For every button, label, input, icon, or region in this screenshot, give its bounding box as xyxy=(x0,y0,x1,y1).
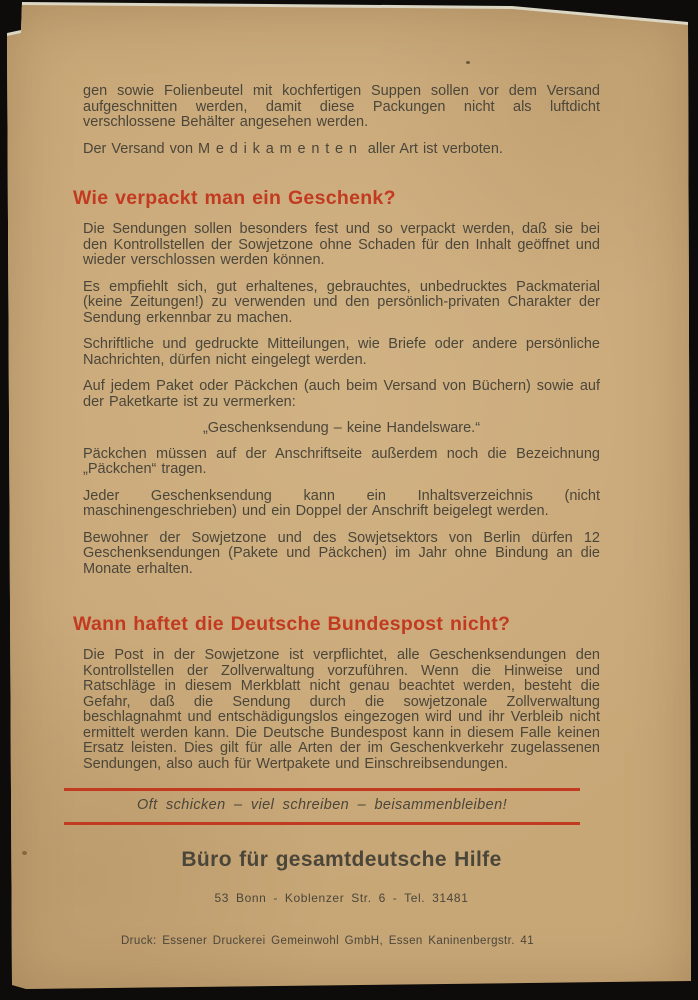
medikamente-pre: Der Versand von xyxy=(83,140,199,157)
intro-paragraph: gen sowie Folienbeutel mit kochfertigen Suppen sollen vor dem Versand aufgeschnitten werden, damit diese Packungen nicht als luftdicht verschlossene Behälter angesehen werden. xyxy=(83,83,600,130)
medikamente-spaced-word: Medikamenten xyxy=(198,140,363,157)
medikamente-paragraph xyxy=(83,142,600,158)
paragraph: Es empfiehlt sich, gut erhaltenes, gebrauchtes, unbedrucktes Packmaterial (keine Zeitungen!) zu verwenden und den persönlich-privaten Charakter der Sendung erkennbar zu machen. xyxy=(83,278,600,326)
paragraph: Päckchen müssen auf der Anschriftseite außerdem noch die Bezeichnung „Päckchen“ tragen. xyxy=(83,445,600,477)
organization-address: 53 Bonn - Koblenzer Str. 6 - Tel. 31481 xyxy=(214,890,469,905)
leaflet-content xyxy=(73,0,600,959)
section-heading-liability: Wann haftet die Deutsche Bundespost nicht? xyxy=(73,613,511,635)
section-heading-packing: Wie verpackt man ein Geschenk? xyxy=(73,187,396,209)
slogan-text: Oft schicken – viel schreiben – beisammenbleiben! xyxy=(136,797,508,813)
organization-name: Büro für gesamtdeutsche Hilfe xyxy=(181,847,502,871)
paper-speck xyxy=(22,851,27,855)
paragraph: Schriftliche und gedruckte Mitteilungen, wie Briefe oder andere persönliche Nachrichten, dürfen nicht eingelegt werden. xyxy=(83,336,600,368)
paragraph: Auf jedem Paket oder Päckchen (auch beim Versand von Büchern) sowie auf der Paketkarte ist zu vermerken: xyxy=(83,378,600,410)
paragraph: Bewohner der Sowjetzone und des Sowjetsektors von Berlin dürfen 12 Geschenksendungen (Pakete und Päckchen) im Jahr ohne Bindung an die Monate erhalten. xyxy=(83,529,600,577)
medikamente-post: aller Art ist verboten. xyxy=(362,140,503,157)
gift-declaration-quote: „Geschenksendung – keine Handelsware.“ xyxy=(202,420,481,436)
printer-imprint: Druck: Essener Druckerei Gemeinwohl GmbH, Essen Kaninenbergstr. 41 xyxy=(120,934,535,947)
red-rule-top xyxy=(64,788,580,791)
paragraph: Die Sendungen sollen besonders fest und so verpackt werden, daß sie bei den Kontrollstellen der Sowjetzone ohne Schaden für den Inhalt geöffnet und wieder verschlossen werden können. xyxy=(83,221,600,268)
paragraph: Jeder Geschenksendung kann ein Inhaltsverzeichnis (nicht maschinengeschrieben) und ein Doppel der Anschrift beigelegt werden. xyxy=(83,487,600,519)
red-rule-bottom xyxy=(64,822,580,825)
paragraph: Die Post in der Sowjetzone ist verpflichtet, alle Geschenksendungen den Kontrollstellen der Zollverwaltung vorzuführen. Wenn die Hinweise und Ratschläge in diesem Merkblatt nicht genau beachtet werden, besteht die Gefahr, daß die Sendung durch die sowjetzonale Zollverwaltung beschlagnahmt und entschädigungslos eingezogen wird und ihr Verbleib nicht ermittelt werden kann. Die Deutsche Bundespost kann in diesem Falle keinen Ersatz leisten. Dies gilt für alle Arten der im Geschenkverkehr zugelassenen Sendungen, also auch für Wertpakete und Einschreibsendungen. xyxy=(83,647,600,772)
slogan-box xyxy=(64,788,580,825)
